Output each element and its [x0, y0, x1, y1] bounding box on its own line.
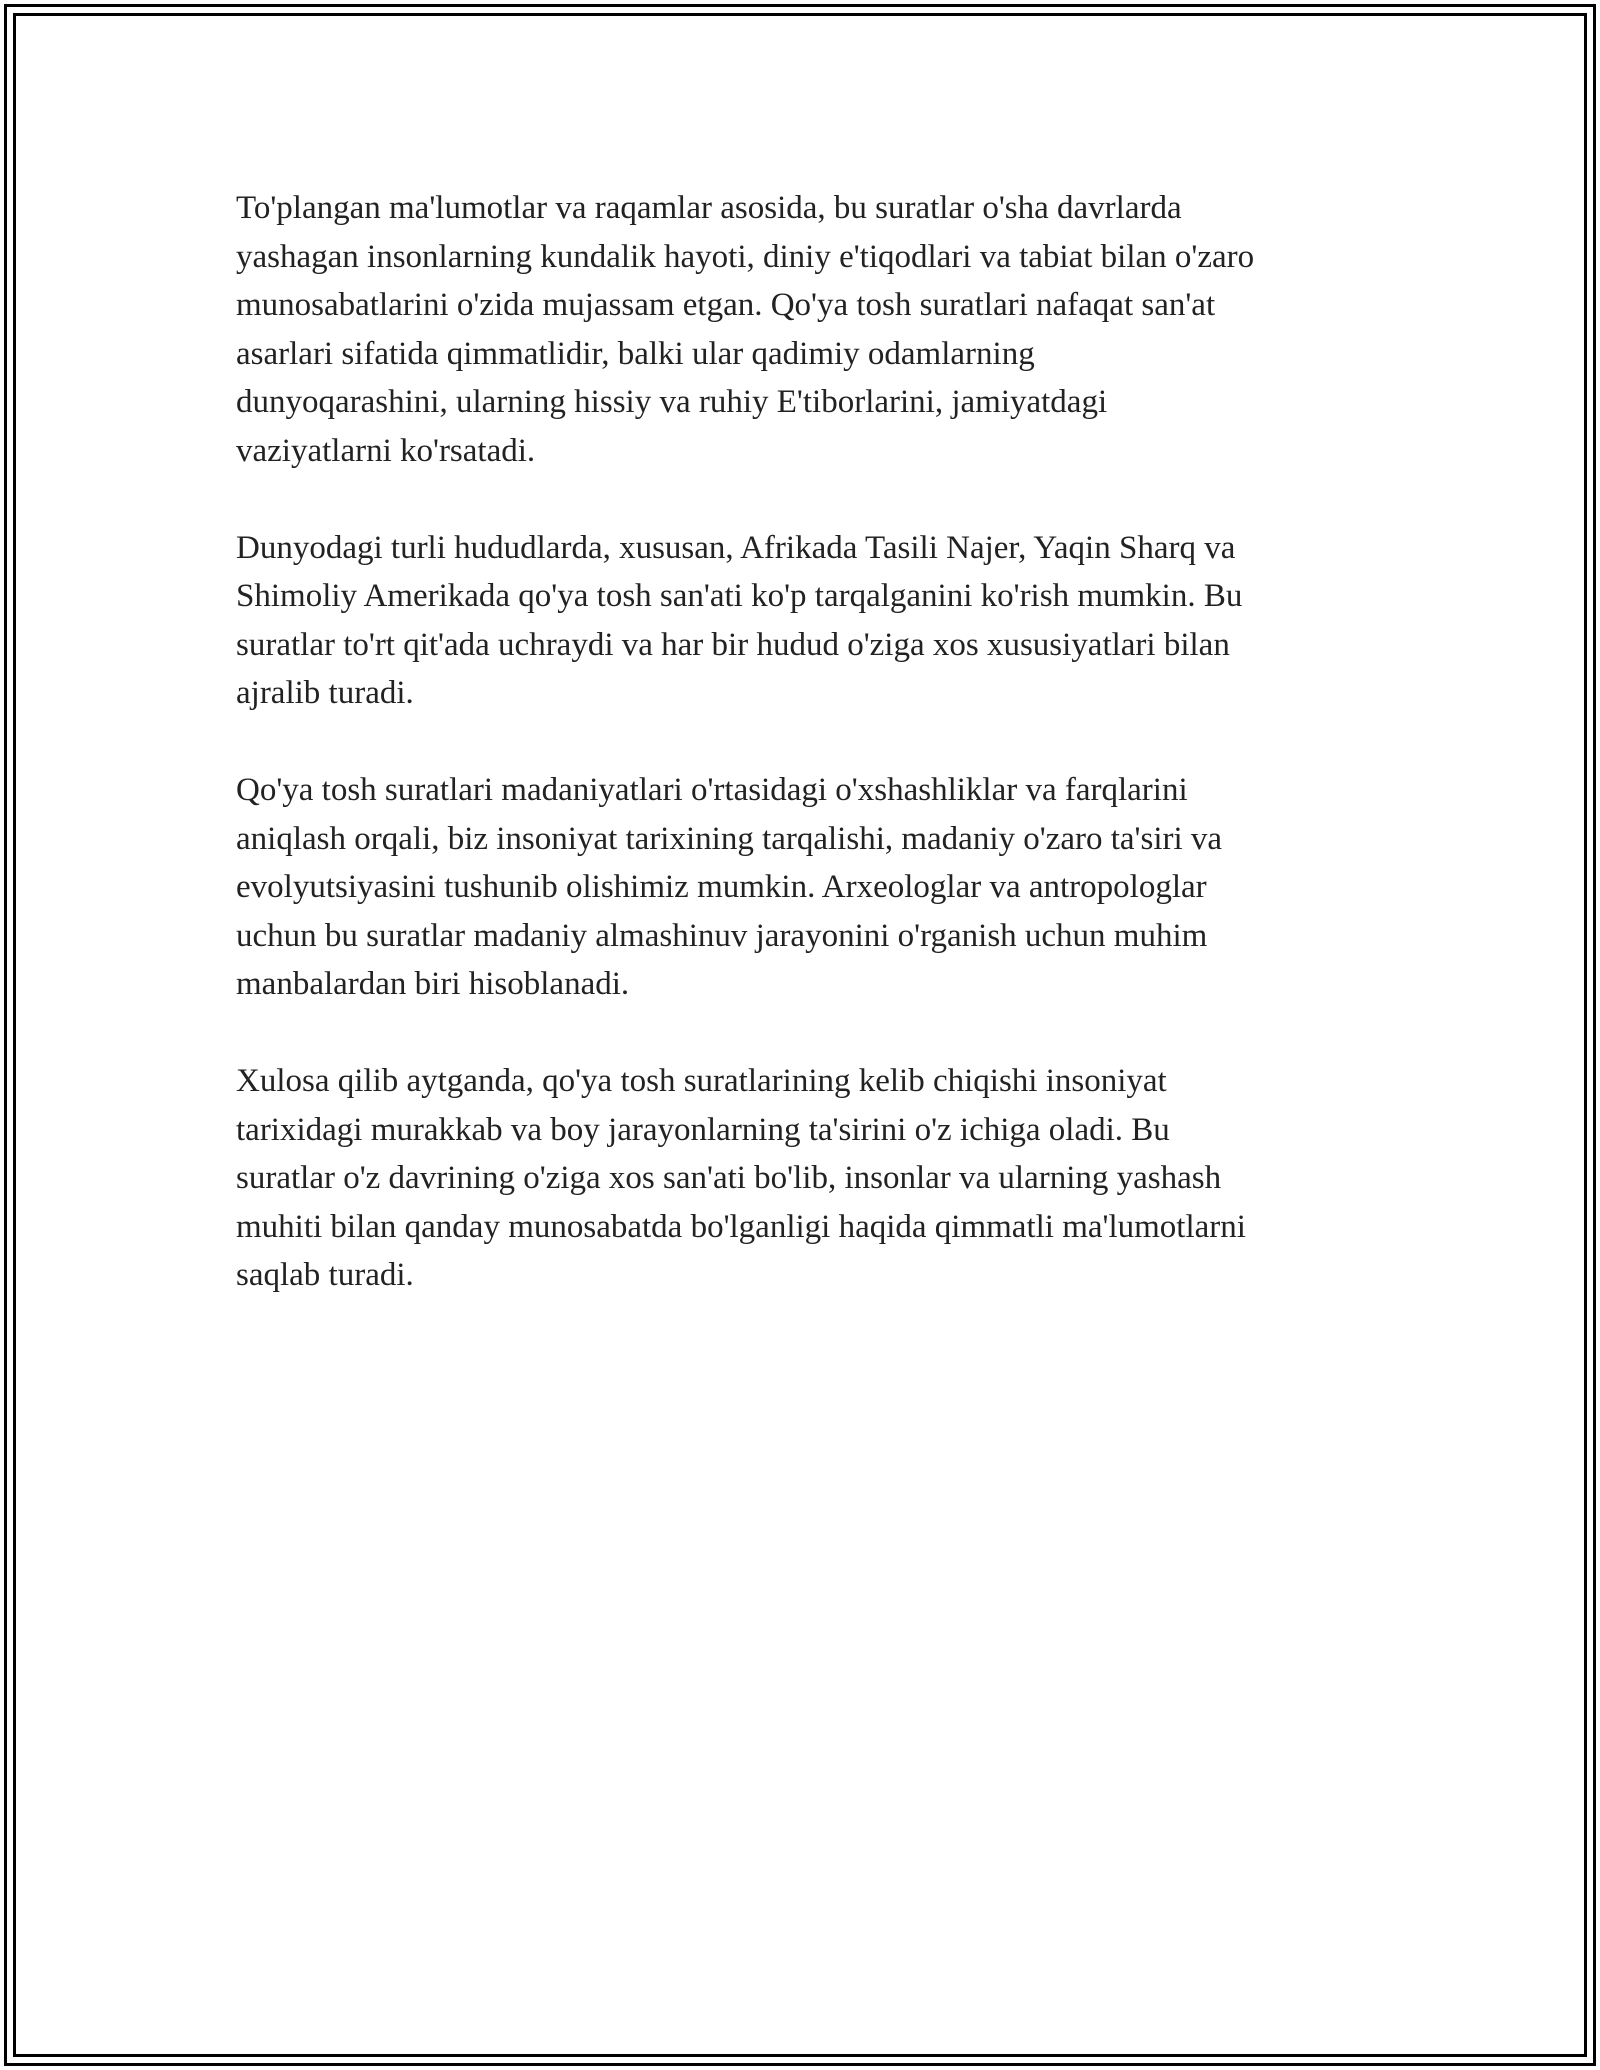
- document-body: [236, 184, 1386, 1348]
- paragraph-1: To'plangan ma'lumotlar va raqamlar asosida, bu suratlar o'sha davrlarda yashagan insonlarning kundalik hayoti, diniy e'tiqodlari va tabiat bilan o'zaro munosabatlarini o'zida mujassam etgan. Qo'ya tosh suratlari nafaqat san'at asarlari sifatida qimmatlidir, balki ular qadimiy odamlarning dunyoqarashini, ularning hissiy va ruhiy E'tiborlarini, jamiyatdagi vaziyatlarni ko'rsatadi.: [236, 190, 1255, 469]
- paragraph-2: Dunyodagi turli hududlarda, xususan, Afrikada Tasili Najer, Yaqin Sharq va Shimoliy Amerikada qo'ya tosh san'ati ko'p tarqalganini ko'rish mumkin. Bu suratlar to'rt qit'ada uchraydi va har bir hudud o'ziga xos xususiyatlari bilan ajralib turadi.: [236, 529, 1243, 711]
- paragraph-3: Qo'ya tosh suratlari madaniyatlari o'rtasidagi o'xshashliklar va farqlarini aniqlash orqali, biz insoniyat tarixining tarqalishi, madaniy o'zaro ta'siri va evolyutsiyasini tushunib olishimiz mumkin. Arxeologlar va antropologlar uchun bu suratlar madaniy almashinuv jarayonini o'rganish uchun muhim manbalardan biri hisoblanadi.: [236, 772, 1223, 1002]
- paragraph-4: Xulosa qilib aytganda, qo'ya tosh suratlarining kelib chiqishi insoniyat tarixidagi murakkab va boy jarayonlarning ta'sirini o'z ichiga oladi. Bu suratlar o'z davrining o'ziga xos san'ati bo'lib, insonlar va ularning yashash muhiti bilan qanday munosabatda bo'lganligi haqida qimmatli ma'lumotlarni saqlab turadi.: [236, 1063, 1246, 1293]
